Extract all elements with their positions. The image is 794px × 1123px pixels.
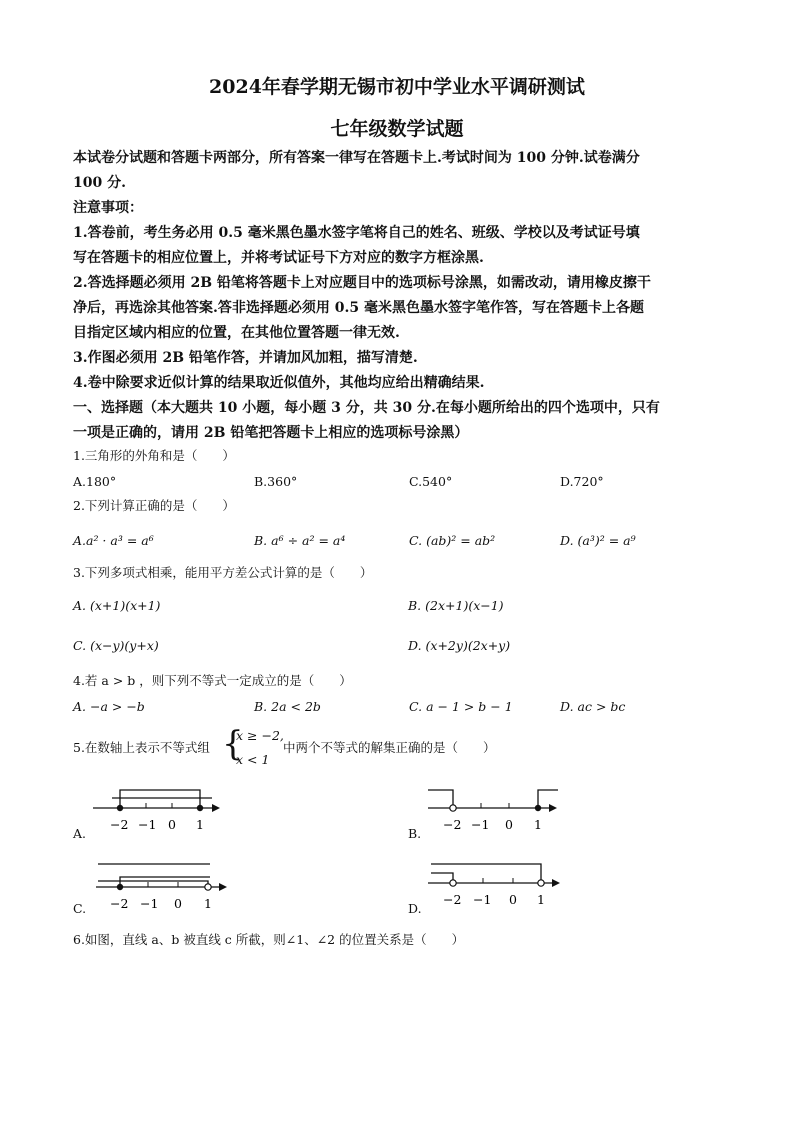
q1-option-d: D.720° [560,474,604,489]
tick-label: −1 [471,817,490,832]
q3-option-b: B. (2x+1)(x−1) [408,598,504,613]
notice-line: 净后，再选涂其他答案.答非选择题必须用 0.5 毫米黑色墨水签字笔作答，写在答题卡上各题 [73,300,644,316]
q5-option-a: A. [73,826,87,841]
tick-label: −1 [140,896,159,911]
intro-line-2: 100 分. [73,175,126,191]
number-line-a [88,780,228,840]
q2-option-a: A.a² · a³ = a⁶ [73,533,154,548]
q4-option-b: B. 2a < 2b [254,699,321,714]
tick-label: −2 [443,817,462,832]
q5-option-d: D. [408,901,422,916]
q5-option-c: C. [73,901,87,916]
notice-title: 注意事项： [73,200,143,216]
notice-line: 3.作图必须用 2B 铅笔作答，并请加风加粗，描写清楚. [73,350,418,366]
q5-option-b: B. [408,826,422,841]
tick-label: 1 [537,892,545,907]
tick-label: 0 [509,892,517,907]
exam-title: 2024年春学期无锡市初中学业水平调研测试 [209,76,585,98]
question-6-stem: 6.如图，直线 a、b 被直线 c 所截，则∠1、∠2 的位置关系是（ ） [73,932,465,947]
question-1-stem: 1.三角形的外角和是（ ） [73,448,235,463]
question-3-stem: 3.下列多项式相乘，能用平方差公式计算的是（ ） [73,565,373,580]
number-line-c [88,855,233,915]
q3-option-c: C. (x−y)(y+x) [73,638,159,653]
section-heading: 一、选择题（本大题共 10 小题，每小题 3 分，共 30 分.在每小题所给出的四个选项中，只有 [73,400,660,416]
q1-option-a: A.180° [73,474,117,489]
tick-label: 1 [196,817,204,832]
tick-label: 1 [534,817,542,832]
q4-option-d: D. ac > bc [560,699,626,714]
notice-line: 目指定区域内相应的位置，在其他位置答题一律无效. [73,325,400,341]
notice-line: 4.卷中除要求近似计算的结果取近似值外，其他均应给出精确结果. [73,375,485,391]
q1-option-b: B.360° [254,474,298,489]
number-line-b [423,780,568,840]
tick-label: 0 [174,896,182,911]
notice-line: 1.答卷前，考生务必用 0.5 毫米黑色墨水签字笔将自己的姓名、班级、学校以及考试证号填 [73,225,640,241]
question-5-stem-post: 中两个不等式的解集正确的是（ ） [283,740,496,755]
question-4-stem: 4.若 a > b ，则下列不等式一定成立的是（ ） [73,673,352,688]
tick-label: −1 [138,817,157,832]
question-2-stem: 2.下列计算正确的是（ ） [73,498,235,513]
notice-line: 2.答选择题必须用 2B 铅笔将答题卡上对应题目中的选项标号涂黑，如需改动，请用橡皮擦干 [73,275,651,291]
exam-subtitle: 七年级数学试题 [330,118,464,140]
intro-line-1: 本试卷分试题和答题卡两部分，所有答案一律写在答题卡上.考试时间为 100 分钟.试卷满分 [73,150,640,166]
tick-label: 1 [204,896,212,911]
tick-label: −2 [443,892,462,907]
tick-label: −2 [110,896,129,911]
notice-line: 写在答题卡的相应位置上，并将考试证号下方对应的数字方框涂黑. [73,250,484,266]
system-inequality-1: x ≥ −2, [236,728,284,743]
system-brace: { [222,724,244,764]
question-5-stem-pre: 5.在数轴上表示不等式组 [73,740,210,755]
tick-label: 0 [505,817,513,832]
tick-label: −1 [473,892,492,907]
tick-label: 0 [168,817,176,832]
q1-option-c: C.540° [409,474,453,489]
tick-label: −2 [110,817,129,832]
q2-option-d: D. (a³)² = a⁹ [560,533,636,548]
q4-option-a: A. −a > −b [73,699,145,714]
section-heading: 一项是正确的，请用 2B 铅笔把答题卡上相应的选项标号涂黑） [73,425,469,441]
q2-option-c: C. (ab)² = ab² [409,533,496,548]
q2-option-b: B. a⁶ ÷ a² = a⁴ [254,533,346,548]
q3-option-a: A. (x+1)(x+1) [73,598,161,613]
system-inequality-2: x < 1 [236,752,270,767]
q4-option-c: C. a − 1 > b − 1 [409,699,513,714]
number-line-d [423,855,573,915]
q3-option-d: D. (x+2y)(2x+y) [408,638,511,653]
